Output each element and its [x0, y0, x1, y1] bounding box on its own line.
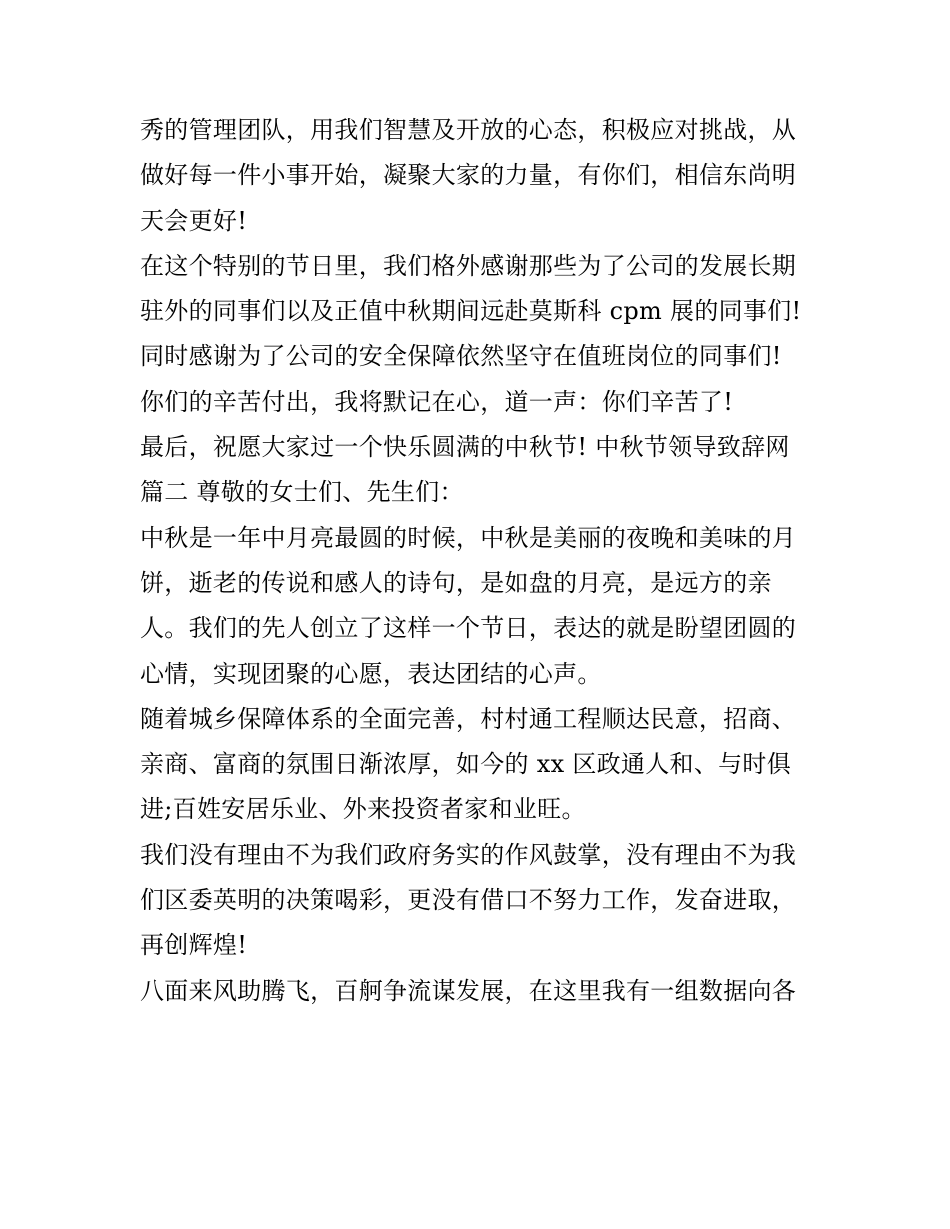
text-line: 驻外的同事们以及正值中秋期间远赴莫斯科 cpm 展的同事们! [140, 297, 802, 326]
text-line: 秀的管理团队，用我们智慧及开放的心态，积极应对挑战，从 [140, 116, 797, 144]
text-line: 八面来风助腾飞，百舸争流谋发展，在这里我有一组数据向各 [140, 976, 797, 1005]
text-line: 天会更好! [140, 206, 248, 235]
text-line: 最后，祝愿大家过一个快乐圆满的中秋节! 中秋节领导致辞网 [140, 433, 790, 462]
text-line: 我们没有理由不为我们政府务实的作风鼓掌，没有理由不为我 [140, 840, 797, 869]
text-line: 们区委英明的决策喝彩，更没有借口不努力工作，发奋进取， [140, 886, 797, 915]
text-line: 再创辉煌! [140, 931, 248, 960]
text-line: 你们的辛苦付出，我将默记在心，道一声：你们辛苦了! [140, 387, 734, 416]
text-line: 心情，实现团聚的心愿，表达团结的心声。 [140, 659, 602, 688]
text-line: 随着城乡保障体系的全面完善，村村通工程顺达民意，招商、 [140, 704, 797, 733]
text-line: 进;百姓安居乐业、外来投资者家和业旺。 [140, 795, 586, 824]
text-line: 做好每一件小事开始，凝聚大家的力量，有你们，相信东尚明 [140, 161, 797, 190]
section-heading-line: 篇二 尊敬的女士们、先生们： [140, 478, 464, 507]
text-line: 中秋是一年中月亮最圆的时候，中秋是美丽的夜晚和美味的月 [140, 523, 797, 552]
text-line: 饼，逝老的传说和感人的诗句，是如盘的月亮，是远方的亲 [140, 568, 772, 597]
text-line: 人。我们的先人创立了这样一个节日，表达的就是盼望团圆的 [140, 614, 797, 643]
document-body [140, 108, 820, 1014]
text-line: 亲商、富商的氛围日渐浓厚，如今的 xx 区政通人和、与时俱 [140, 750, 792, 779]
text-line: 同时感谢为了公司的安全保障依然坚守在值班岗位的同事们! [140, 342, 782, 371]
text-line: 在这个特别的节日里，我们格外感谢那些为了公司的发展长期 [140, 251, 797, 280]
